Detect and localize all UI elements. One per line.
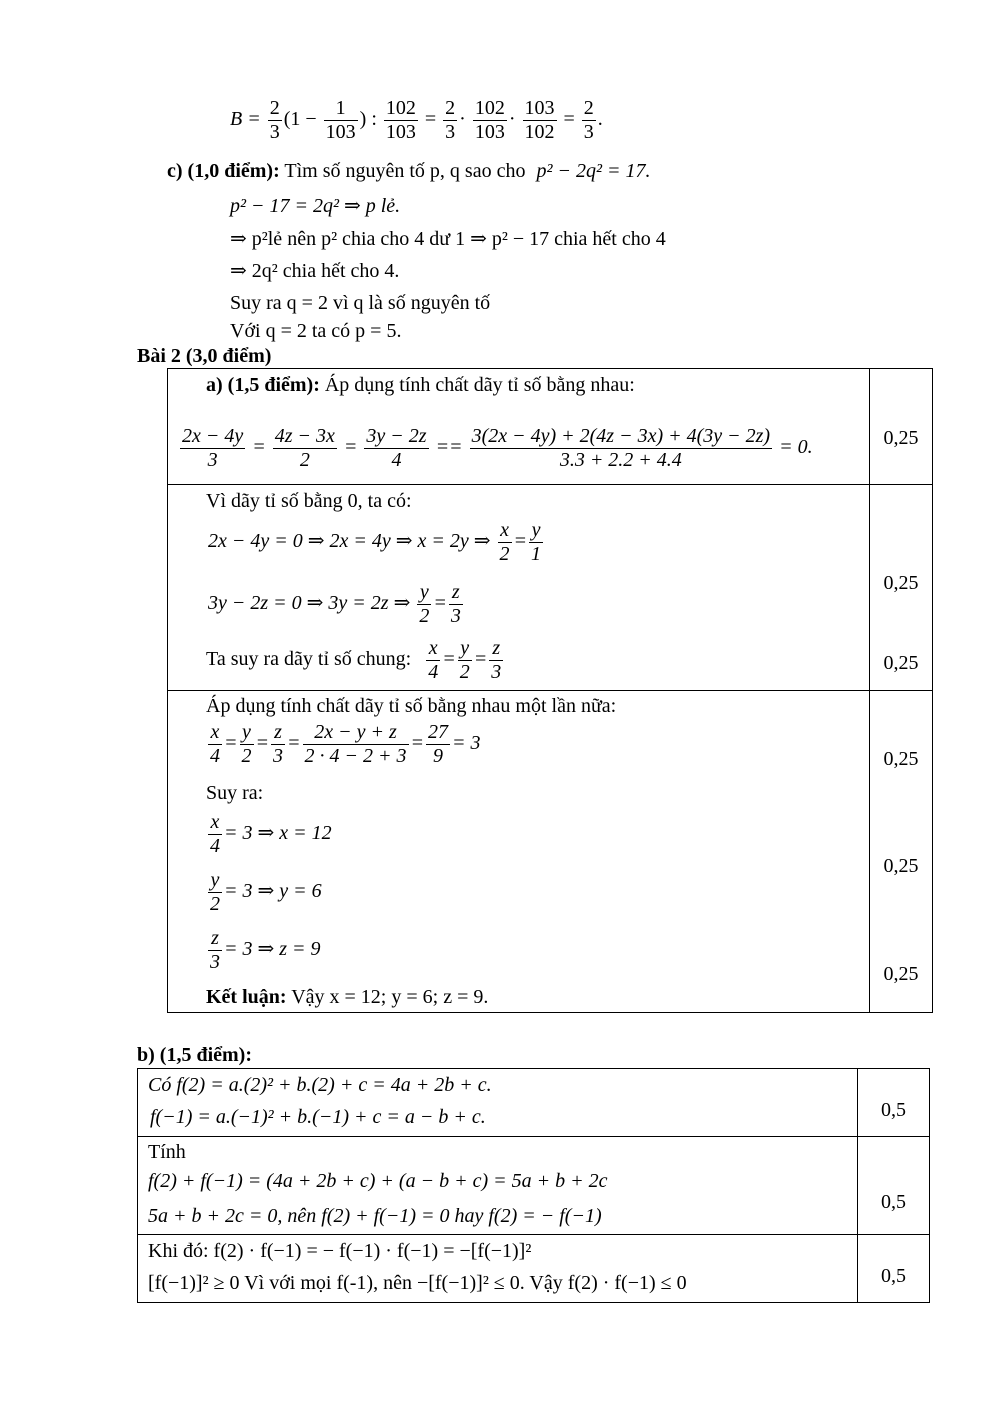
bai2-row-3-score	[870, 691, 933, 1013]
score: 0,25	[883, 572, 919, 594]
solution-line-3: ⇒ 2q² chia hết cho 4.	[230, 260, 400, 282]
bai2-title: Bài 2 (3,0 điểm)	[137, 345, 272, 367]
score: 0,25	[883, 855, 919, 877]
row-3-chain: $\frac{x}{4}$ = $\frac{y}{2}$ = $\frac{z}{3}$ = $\frac{2x - y + z}{2 \cdot 4 - 2 + 3}$ = $\frac{27}{9}$ = 3	[210, 721, 481, 767]
bai2-row-a-content	[168, 369, 870, 485]
solution-line-2: ⇒ p²lẻ nên p² chia cho 4 dư 1 ⇒ p² − 17 chia hết cho 4	[230, 228, 666, 250]
part-b-table	[137, 1068, 930, 1303]
solution-line-5: Với q = 2 ta có p = 5.	[230, 320, 402, 342]
row-3-result-z: $\frac{z}{3}$ = 3 ⇒ z = 9	[210, 927, 321, 973]
row-3-conclusion: Kết luận: Vậy x = 12; y = 6; z = 9.	[206, 986, 489, 1008]
part-c-equation: p² − 2q² = 17.	[536, 160, 651, 182]
part-c-title: c) (1,0 điểm):	[167, 160, 280, 182]
row-a-equation: $\frac{2x - 4y}{3}$ = $\frac{4z - 3x}{2}$ = $\frac{3y - 2z}{4}$ == $\frac{3(2x - 4y) + 2(4z - 3x) + 4(3y - 2z)}{3.3 + 2.2 + 4.4}$ = 0.	[182, 425, 813, 471]
bai2-row-3	[168, 691, 933, 1013]
part-c-task: Tìm số nguyên tố p, q sao cho	[284, 160, 526, 182]
part-b-row-3-content	[138, 1235, 858, 1303]
part-b-row-2-score	[858, 1137, 930, 1235]
solution-line-4: Suy ra q = 2 vì q là số nguyên tố	[230, 292, 491, 314]
part-b-row-2-line-1: Tính	[148, 1141, 186, 1163]
part-b-row-1-content	[138, 1069, 858, 1137]
row-2-line-2: 3y − 2z = 0 ⇒ 3y = 2z ⇒ $\frac{y}{2}$ = $\frac{z}{3}$	[208, 581, 461, 627]
bai2-row-a-score	[870, 369, 933, 485]
score: 0,25	[883, 652, 919, 674]
part-b-row-3-score	[858, 1235, 930, 1303]
part-c-heading	[167, 159, 650, 183]
part-b-row-3-line-1: Khi đó: f(2) · f(−1) = − f(−1) · f(−1) = −[f(−1)]²	[148, 1240, 532, 1262]
bai2-row-2-content	[168, 485, 870, 691]
row-a-heading: a) (1,5 điểm): Áp dụng tính chất dãy tỉ số bằng nhau:	[206, 374, 635, 396]
score: 0,5	[881, 1191, 906, 1213]
frac: $\frac{103}{102}$	[524, 97, 555, 143]
frac: $\frac{102}{103}$	[474, 97, 505, 143]
part-b-row-3	[138, 1235, 930, 1303]
row-3-suyra: Suy ra:	[206, 782, 264, 804]
row-2-line-3: Ta suy ra dãy tỉ số chung: $\frac{x}{4}$ = $\frac{y}{2}$ = $\frac{z}{3}$	[206, 637, 502, 683]
bai2-table	[167, 368, 933, 1013]
score: 0,25	[883, 748, 919, 770]
row-2-intro: Vì dãy tỉ số bằng 0, ta có:	[206, 490, 412, 512]
b-lhs: B =	[230, 108, 261, 131]
part-b-row-1	[138, 1069, 930, 1137]
bai2-row-2	[168, 485, 933, 691]
score: 0,5	[881, 1265, 906, 1287]
bai2-row-2-score	[870, 485, 933, 691]
frac: $\frac{102}{103}$	[385, 97, 416, 143]
frac: $\frac{2}{3}$	[269, 97, 280, 143]
bai2-row-a	[168, 369, 933, 485]
part-b-row-3-line-2: [f(−1)]² ≥ 0 Vì với mọi f(-1), nên −[f(−1)]² ≤ 0. Vậy f(2) · f(−1) ≤ 0	[148, 1272, 687, 1294]
part-b-row-1-line-1: Có f(2) = a.(2)² + b.(2) + c = 4a + 2b + c.	[148, 1074, 492, 1096]
frac: $\frac{2}{3}$	[445, 97, 456, 143]
part-b-row-2-line-3: 5a + b + 2c = 0, nên f(2) + f(−1) = 0 hay f(2) = − f(−1)	[148, 1205, 602, 1227]
part-b-title: b) (1,5 điểm):	[137, 1044, 252, 1066]
part-b-row-2-content	[138, 1137, 858, 1235]
score: 0,25	[883, 427, 919, 449]
part-b-row-2-line-2: f(2) + f(−1) = (4a + 2b + c) + (a − b + c) = 5a + b + 2c	[148, 1170, 608, 1192]
frac: $\frac{2}{3}$	[583, 97, 594, 143]
frac: $\frac{1}{103}$	[325, 97, 356, 143]
part-b-row-1-line-2: f(−1) = a.(−1)² + b.(−1) + c = a − b + c.	[150, 1106, 486, 1128]
score: 0,25	[883, 963, 919, 985]
row-2-line-1: 2x − 4y = 0 ⇒ 2x = 4y ⇒ x = 2y ⇒ $\frac{x}{2}$ = $\frac{y}{1}$	[208, 519, 542, 565]
b-equation: B = $\frac{2}{3}$ (1 − $\frac{1}{103}$ ) : $\frac{102}{103}$ = $\frac{2}{3}$ · $\frac{102}{103}$ · $\frac{103}{102}$ = $\frac{2}{3}$ .	[230, 97, 603, 143]
row-3-intro: Áp dụng tính chất dãy tỉ số bằng nhau một lần nữa:	[206, 695, 617, 717]
part-b-row-1-score	[858, 1069, 930, 1137]
score: 0,5	[881, 1099, 906, 1121]
part-b-row-2	[138, 1137, 930, 1235]
row-3-result-y: $\frac{y}{2}$ = 3 ⇒ y = 6	[210, 869, 322, 915]
bai2-row-3-content	[168, 691, 870, 1013]
solution-line-1: p² − 17 = 2q² ⇒ p lẻ.	[230, 195, 401, 217]
row-3-result-x: $\frac{x}{4}$ = 3 ⇒ x = 12	[210, 811, 332, 857]
